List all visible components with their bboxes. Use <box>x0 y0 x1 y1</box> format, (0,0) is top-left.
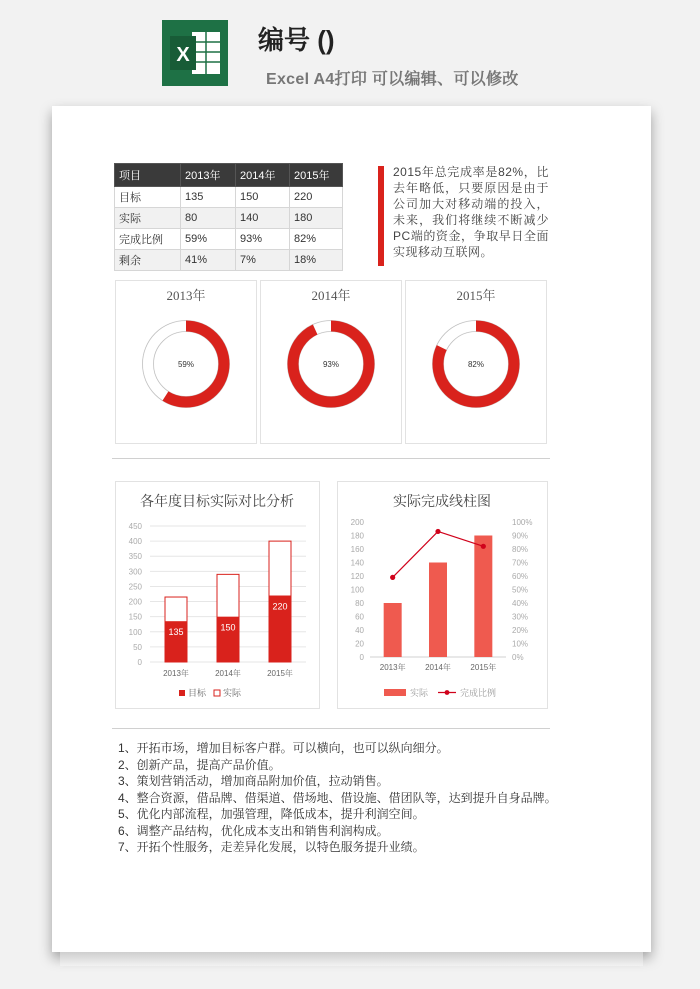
x-tick-label: 2014年 <box>425 663 451 672</box>
table-cell: 220 <box>290 187 343 208</box>
list-item: 3、策划营销活动，增加商品附加价值，拉动销售。 <box>118 774 389 788</box>
legend-swatch-actual <box>384 689 406 696</box>
y2-tick-label: 40% <box>512 599 529 608</box>
donut-title: 2013年 <box>166 288 206 303</box>
y-tick-label: 200 <box>350 518 364 527</box>
y2-tick-label: 70% <box>512 558 529 568</box>
table-cell: 80 <box>181 208 236 229</box>
legend-label: 完成比例 <box>460 688 497 698</box>
y-tick-label: 450 <box>128 522 142 531</box>
y-tick-label: 80 <box>355 599 364 608</box>
table-header-cell: 2013年 <box>181 164 236 187</box>
donut-center-label: 93% <box>322 360 340 369</box>
y2-tick-label: 10% <box>512 639 529 649</box>
x-tick-label: 2013年 <box>163 669 189 678</box>
y-tick-label: 100 <box>350 585 364 595</box>
table-header-row <box>115 164 343 187</box>
data-label: 150 <box>220 622 236 633</box>
y2-tick-label: 50% <box>512 585 529 595</box>
chart-title: 各年度目标实际对比分析 <box>140 493 294 509</box>
bar-actual <box>474 536 492 658</box>
donut-title: 2014年 <box>311 288 351 303</box>
donut-chart <box>116 281 256 443</box>
table-cell: 18% <box>290 250 343 271</box>
summary-note: 2015年总完成率是82%，比去年略低，只要原因是由于公司加大对移动端的投入，未来，我们将继续不断减少PC端的资金，争取早日全面实现移动互联网。 <box>393 165 549 259</box>
combo-bar-line-chart <box>338 482 547 708</box>
table-cell: 150 <box>236 187 290 208</box>
excel-icon <box>162 20 228 86</box>
y-tick-label: 160 <box>350 545 364 554</box>
actual-completion-chart <box>337 481 548 709</box>
y-tick-label: 140 <box>350 558 364 568</box>
table-header-cell: 2014年 <box>236 164 290 187</box>
y2-tick-label: 80% <box>512 545 529 554</box>
completion-point <box>390 575 395 580</box>
stacked-bar-chart <box>116 482 319 708</box>
y2-tick-label: 0% <box>512 653 524 662</box>
legend-swatch-actual <box>214 690 220 696</box>
table-row <box>115 208 343 229</box>
list-item: 2、创新产品，提高产品价值。 <box>118 757 281 772</box>
y-tick-label: 200 <box>128 597 142 607</box>
y2-tick-label: 30% <box>512 612 529 622</box>
x-tick-label: 2013年 <box>379 663 406 672</box>
y-tick-label: 100 <box>128 627 142 637</box>
table-cell: 完成比例 <box>115 229 181 250</box>
x-tick-label: 2015年 <box>470 663 497 672</box>
legend-line-marker <box>445 690 450 695</box>
x-tick-label: 2014年 <box>215 669 241 678</box>
y-tick-label: 0 <box>137 658 142 667</box>
data-label: 135 <box>168 627 184 638</box>
y-tick-label: 350 <box>128 552 142 562</box>
table-cell: 59% <box>181 229 236 250</box>
page-subtitle: Excel A4打印 可以编辑、可以修改 <box>266 71 519 88</box>
action-points <box>118 740 558 856</box>
list-item: 5、优化内部流程，加强管理，降低成本，提升利润空间。 <box>118 807 425 821</box>
table-cell: 7% <box>236 250 290 271</box>
y2-tick-label: 20% <box>512 626 529 635</box>
y2-tick-label: 100% <box>512 518 533 527</box>
table-row <box>115 187 343 208</box>
table-cell: 剩余 <box>115 250 181 271</box>
y-tick-label: 250 <box>128 582 142 592</box>
y-tick-label: 40 <box>355 626 364 635</box>
table-cell: 135 <box>181 187 236 208</box>
table-cell: 实际 <box>115 208 181 229</box>
data-label: 220 <box>272 601 288 612</box>
y2-tick-label: 60% <box>512 572 529 581</box>
chart-title: 实际完成线柱图 <box>393 493 491 509</box>
table-cell: 180 <box>290 208 343 229</box>
y-tick-label: 300 <box>128 567 142 577</box>
divider <box>112 728 550 729</box>
donut-center-label: 82% <box>467 360 485 369</box>
summary-table <box>114 163 343 271</box>
page-title: 编号 () <box>258 25 335 55</box>
legend-label: 目标 <box>188 688 207 698</box>
legend-swatch-target <box>179 690 185 696</box>
legend-label: 实际 <box>223 688 242 698</box>
list-item: 6、调整产品结构，优化成本支出和销售利润构成。 <box>118 823 389 838</box>
table-cell: 140 <box>236 208 290 229</box>
donut-chart <box>406 281 546 443</box>
legend-label: 实际 <box>410 688 429 698</box>
sheet-shadow <box>60 952 643 966</box>
table-row <box>115 229 343 250</box>
document-sheet <box>52 106 651 952</box>
donut-title: 2015年 <box>456 288 496 303</box>
y2-tick-label: 90% <box>512 531 529 541</box>
donut-card-2013 <box>115 280 257 444</box>
bar-actual <box>384 603 402 657</box>
excel-icon-letter: X <box>176 44 190 66</box>
table-cell: 41% <box>181 250 236 271</box>
table-cell: 82% <box>290 229 343 250</box>
y-tick-label: 60 <box>355 612 364 622</box>
table-cell: 93% <box>236 229 290 250</box>
table-row <box>115 250 343 271</box>
donut-card-2015 <box>405 280 547 444</box>
donut-chart <box>261 281 401 443</box>
header <box>0 0 700 105</box>
divider <box>112 458 550 459</box>
completion-point <box>435 529 440 534</box>
note-accent-bar <box>378 166 384 266</box>
table-cell: 目标 <box>115 187 181 208</box>
target-vs-actual-chart <box>115 481 320 709</box>
table-header-cell: 项目 <box>115 164 181 187</box>
table-header-cell: 2015年 <box>290 164 343 187</box>
x-tick-label: 2015年 <box>267 669 293 678</box>
y-tick-label: 0 <box>359 653 364 662</box>
y-tick-label: 400 <box>128 537 142 547</box>
y-tick-label: 150 <box>128 612 142 622</box>
completion-point <box>481 544 486 549</box>
y-tick-label: 20 <box>355 639 364 649</box>
list-item: 7、开拓个性服务，走差异化发展，以特色服务提升业绩。 <box>118 840 425 854</box>
bar-actual <box>429 563 447 658</box>
donut-center-label: 59% <box>177 360 195 369</box>
y-tick-label: 120 <box>350 572 364 581</box>
y-tick-label: 50 <box>133 642 142 652</box>
list-item: 4、整合资源，借品牌、借渠道、借场地、借设施、借团队等，达到提升自身品牌。 <box>118 790 557 805</box>
donut-card-2014 <box>260 280 402 444</box>
list-item: 1、开拓市场，增加目标客户群。可以横向，也可以纵向细分。 <box>118 741 449 755</box>
y-tick-label: 180 <box>350 531 364 541</box>
